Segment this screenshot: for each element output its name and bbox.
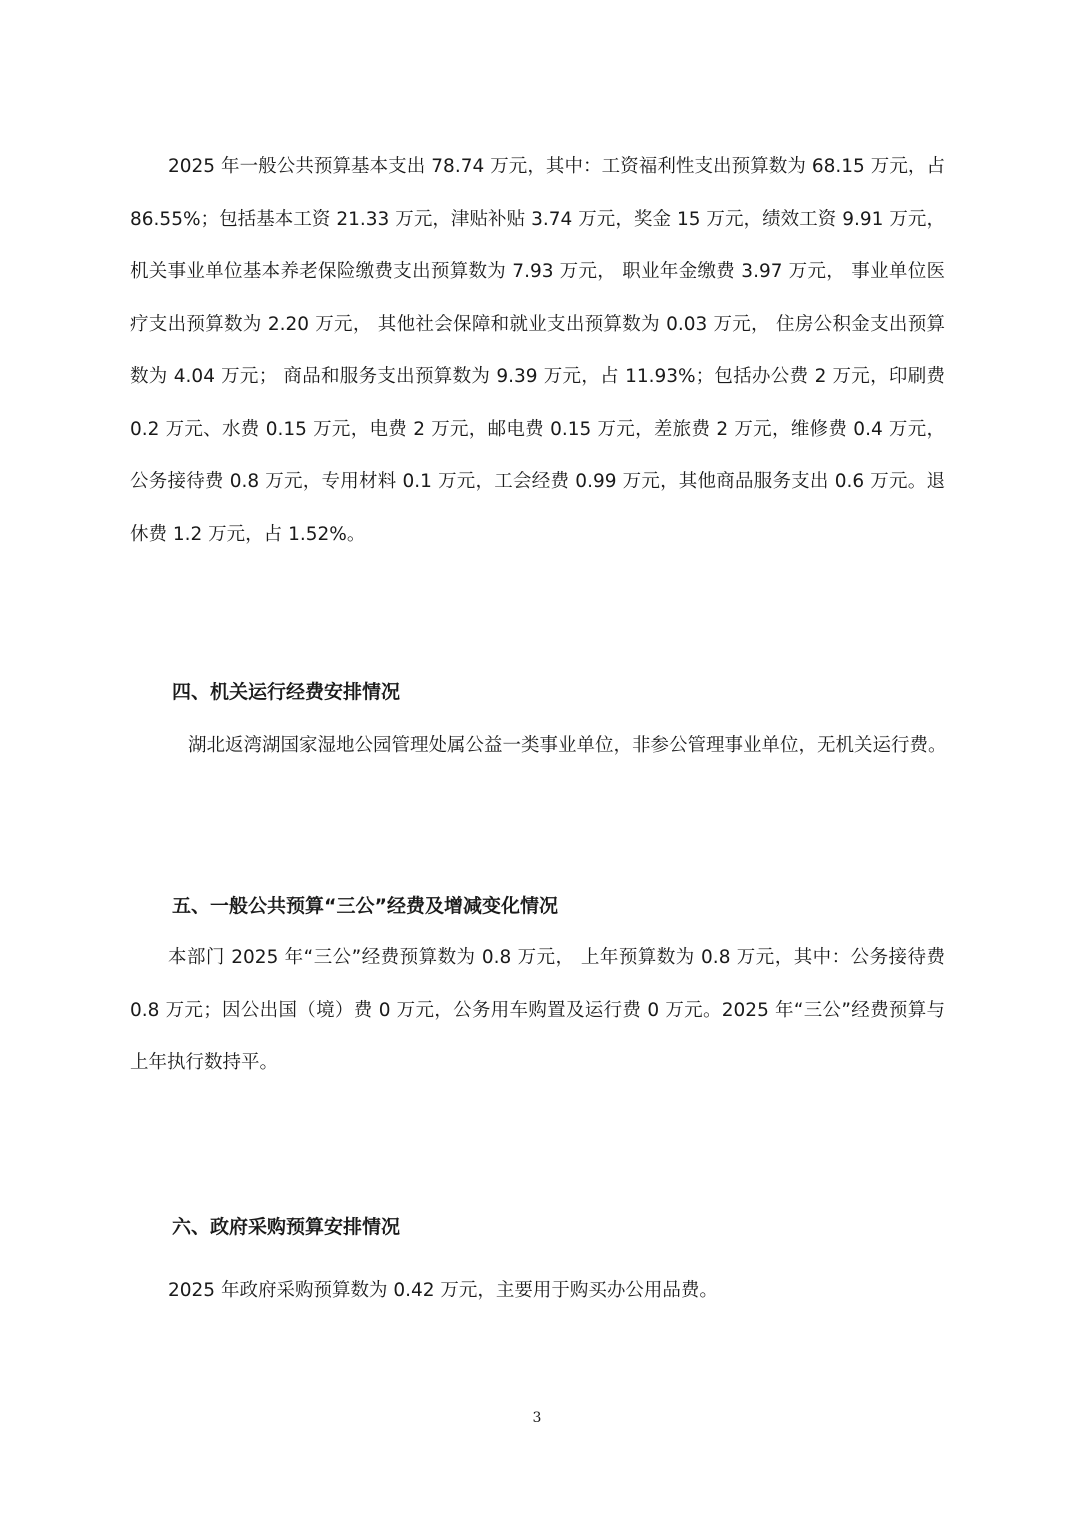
section-4-paragraph: 湖北返湾湖国家湿地公园管理处属公益一类事业单位，非参公管理事业单位，无机关运行费。: [188, 735, 947, 756]
section-6-heading: 六、政府采购预算安排情况: [172, 1216, 401, 1238]
section-5-heading: 五、一般公共预算“三公”经费及增减变化情况: [172, 895, 558, 917]
section-6-paragraph: 2025 年政府采购预算数为 0.42 万元，主要用于购买办公用品费。: [168, 1280, 718, 1301]
section-5-paragraph: 本部门 2025 年“三公”经费预算数为 0.8 万元， 上年预算数为 0.8 万元，其中：公务接待费 0.8 万元；因公出国（境）费 0 万元，公务用车购置及运行费 0 万元。2025 年“三公”经费预算与上年执行数持平。: [130, 947, 945, 1073]
section-4-heading: 四、机关运行经费安排情况: [172, 681, 401, 703]
basic-expenditure-paragraph: 2025 年一般公共预算基本支出 78.74 万元，其中：工资福利性支出预算数为 68.15 万元，占 86.55%；包括基本工资 21.33 万元，津贴补贴 3.74 万元，奖金 15 万元，绩效工资 9.91 万元， 机关事业单位基本养老保险缴费支出预算数为 7.93 万元， 职业年金缴费 3.97 万元， 事业单位医疗支出预算数为 2.20 万元， 其他社会保障和就业支出预算数为 0.03 万元， 住房公积金支出预算数为 4.04 万元； 商品和服务支出预算数为 9.39 万元，占 11.93%；包括办公费 2 万元，印刷费 0.2 万元、水费 0.15 万元，电费 2 万元，邮电费 0.15 万元，差旅费 2 万元，维修费 0.4 万元，公务接待费 0.8 万元，专用材料 0.1 万元，工会经费 0.99 万元，其他商品服务支出 0.6 万元。退休费 1.2 万元，占 1.52%。: [130, 156, 945, 545]
page-number: 3: [532, 1410, 542, 1426]
